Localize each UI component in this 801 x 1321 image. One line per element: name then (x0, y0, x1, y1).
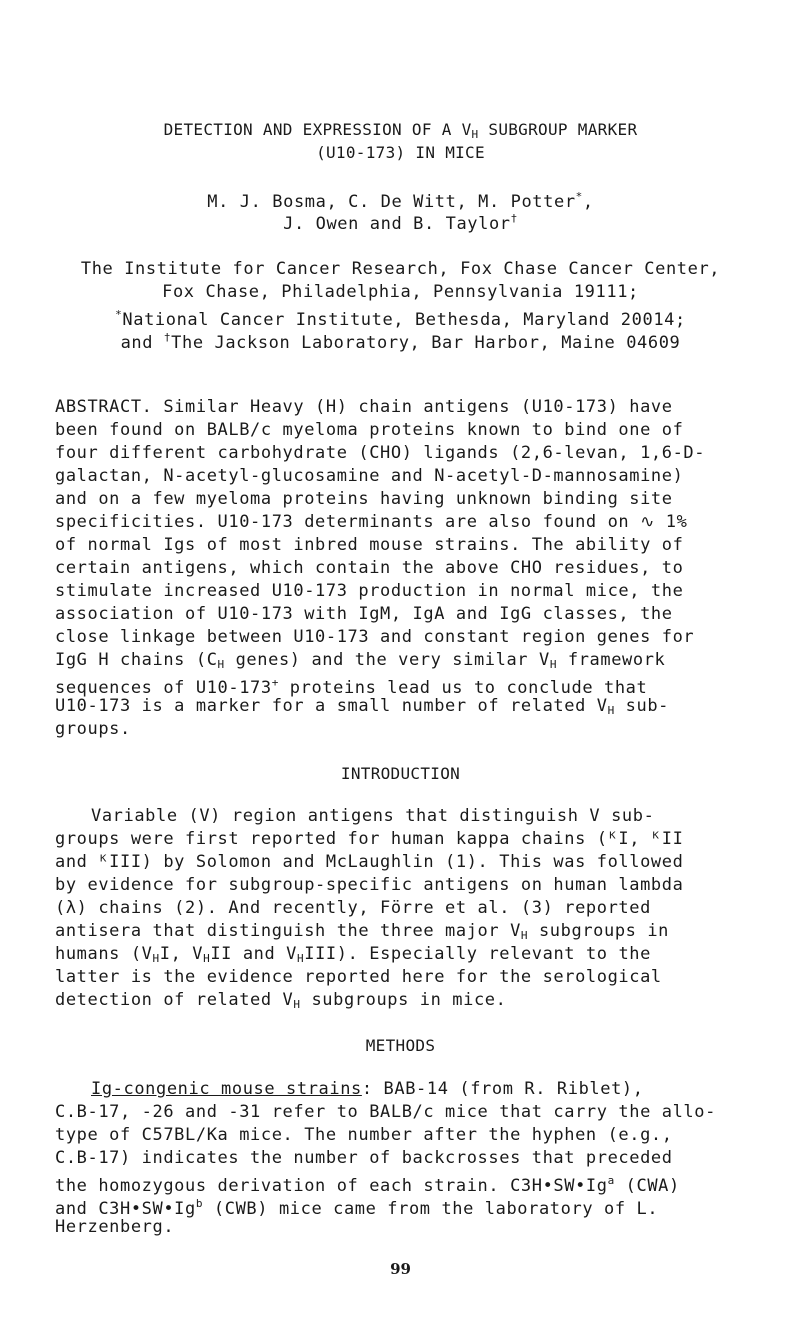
methods-line: type of C57BL/Ka mice. The number after the hyphen (e.g., (55, 1125, 673, 1145)
abstract-line: close linkage between U10-173 and constant region genes for (55, 627, 695, 647)
methods-line: and C3H•SW•Ig$^b$ (CWB) mice came from the laboratory of L. (55, 1197, 659, 1219)
methods-line: Herzenberg. (55, 1217, 175, 1237)
intro-line: groups were first reported for human kappa chains (ᴷI, ᴷII (55, 829, 684, 849)
methods-line: Ig-congenic mouse strains: BAB-14 (from R. Riblet), (91, 1079, 644, 1099)
intro-line: antisera that distinguish the three major $V_H$ subgroups in (55, 921, 669, 942)
affiliation-line-2: Fox Chase, Philadelphia, Pennsylvania 19111; (162, 282, 639, 302)
abstract-line: stimulate increased U10-173 production in normal mice, the (55, 581, 684, 601)
affiliation-line-4: and †The Jackson Laboratory, Bar Harbor, Maine 04609 (120, 331, 681, 353)
authors-line-1: M. J. Bosma, C. De Witt, M. Potter*, (207, 190, 594, 212)
abstract-line: galactan, N-acetyl-glucosamine and N-acetyl-D-mannosamine) (55, 466, 684, 486)
intro-line: by evidence for subgroup-specific antigens on human lambda (55, 875, 684, 895)
authors-line-2: J. Owen and B. Taylor† (283, 212, 518, 234)
introduction-heading: INTRODUCTION (340, 764, 461, 783)
methods-line: the homozygous derivation of each strain. C3H•SW•Ig$^a$ (CWA) (55, 1174, 680, 1196)
methods-line: C.B-17) indicates the number of backcrosses that preceded (55, 1148, 673, 1168)
intro-line: humans ($V_HI$, $V_HII$ and $V_HIII$). Especially relevant to the (55, 944, 651, 965)
intro-line: and ᴷIII) by Solomon and McLaughlin (1). This was followed (55, 852, 684, 872)
abstract-line: groups. (55, 719, 131, 739)
methods-heading: METHODS (365, 1036, 436, 1055)
abstract-line: sequences of U10-173+ proteins lead us to conclude that (55, 676, 648, 698)
intro-line: detection of related $V_H$ subgroups in mice. (55, 990, 507, 1011)
methods-line: C.B-17, -26 and -31 refer to BALB/c mice that carry the allo- (55, 1102, 716, 1122)
intro-line: (λ) chains (2). And recently, Förre et al. (3) reported (55, 898, 651, 918)
abstract-line: IgG H chains ($C_H$ genes) and the very similar $V_H$ framework (55, 650, 666, 671)
intro-line: latter is the evidence reported here for the serological (55, 967, 662, 987)
abstract-line: of normal Igs of most inbred mouse strains. The ability of (55, 535, 684, 555)
abstract-line: certain antigens, which contain the above CHO residues, to (55, 558, 684, 578)
abstract-line: specificities. U10-173 determinants are also found on ∿ 1% (55, 512, 688, 532)
abstract-line: and on a few myeloma proteins having unknown binding site (55, 489, 673, 509)
paper-title-line-1: DETECTION AND EXPRESSION OF A $V_H$ SUBGROUP MARKER (163, 120, 638, 141)
abstract-line: four different carbohydrate (CHO) ligands (2,6-levan, 1,6-D- (55, 443, 706, 463)
abstract-line: association of U10-173 with IgM, IgA and IgG classes, the (55, 604, 673, 624)
strains-subheading: Ig-congenic mouse strains (91, 1079, 362, 1099)
page-number: 99 (390, 1260, 411, 1278)
abstract-line: ABSTRACT. Similar Heavy (H) chain antigens (U10-173) have (55, 397, 673, 417)
abstract-line: U10-173 is a marker for a small number of related $V_H$ sub- (55, 696, 669, 717)
intro-line: Variable (V) region antigens that distinguish V sub- (91, 806, 655, 826)
paper-title-line-2: (U10-173) IN MICE (316, 143, 485, 162)
affiliation-line-1: The Institute for Cancer Research, Fox Chase Cancer Center, (80, 259, 721, 279)
abstract-line: been found on BALB/c myeloma proteins known to bind one of (55, 420, 684, 440)
affiliation-line-3: *National Cancer Institute, Bethesda, Maryland 20014; (115, 308, 686, 330)
